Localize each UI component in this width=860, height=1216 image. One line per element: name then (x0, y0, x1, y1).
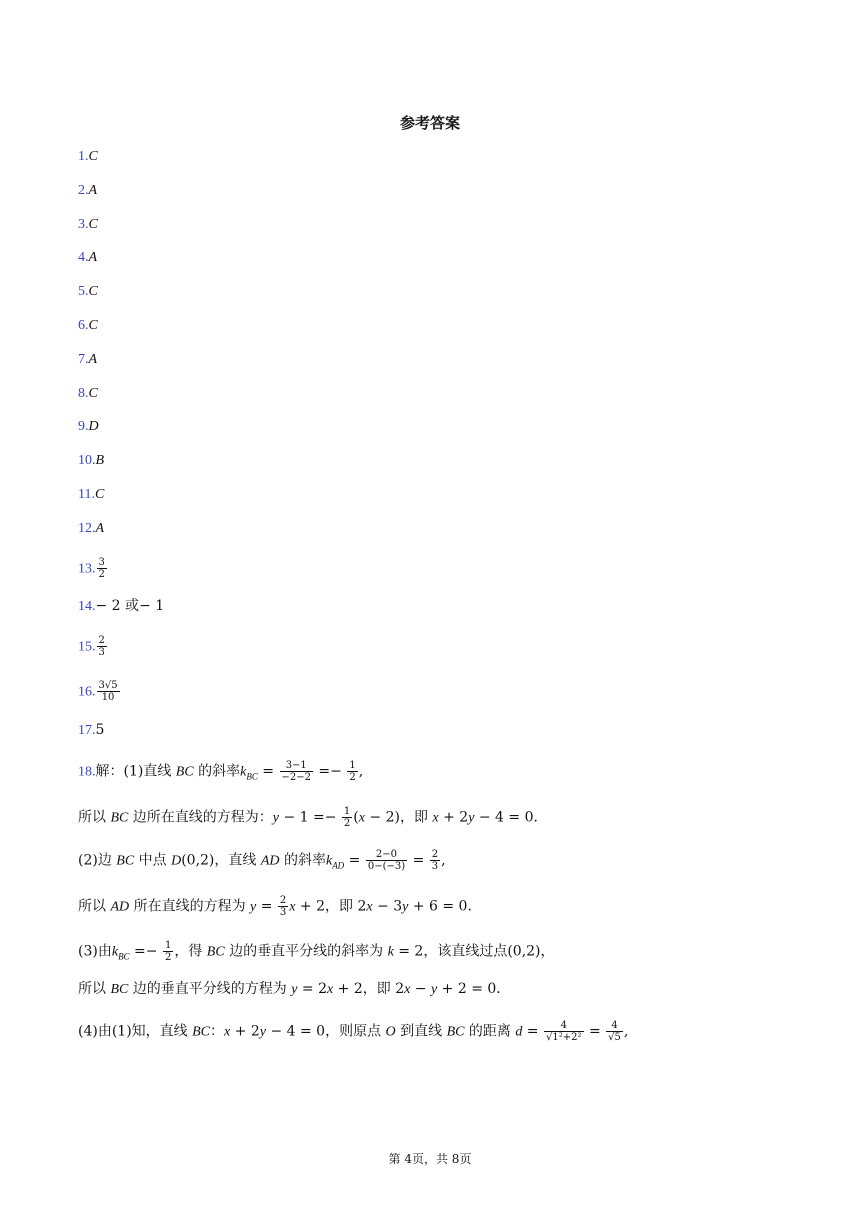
answer-letter: C (88, 216, 98, 232)
text: 所以 (78, 809, 111, 826)
math: O (385, 1024, 396, 1040)
subscript: BC (118, 951, 130, 962)
fraction (163, 940, 173, 963)
text: (0,2)，直线 (181, 852, 261, 869)
numerator: 2 (98, 635, 105, 646)
math: x (366, 899, 373, 915)
numerator: 1 (343, 806, 351, 817)
question-number: 18. (78, 764, 96, 780)
text: , (441, 852, 446, 869)
math: y (431, 982, 438, 997)
answer-letter: C (88, 284, 98, 300)
question-number: 9. (78, 419, 89, 435)
denominator: √1²+2² (546, 1032, 582, 1043)
question-number: 1. (78, 149, 89, 164)
text: = (408, 852, 429, 869)
text: + 2，即 2 (333, 981, 405, 997)
math: d (515, 1024, 523, 1040)
numerator: 3−1 (280, 760, 313, 772)
math: x (404, 982, 411, 997)
numerator: 2 (279, 895, 287, 906)
answer-letter: A (88, 351, 98, 367)
math: y (259, 1024, 266, 1040)
math: x (224, 1024, 231, 1040)
text: + 2 (438, 809, 469, 826)
text: = (584, 1023, 606, 1040)
text: (4)由(1)知，直线 (78, 1023, 193, 1040)
math: y (402, 899, 409, 915)
question-number: 10. (78, 453, 96, 469)
math: BC (116, 853, 135, 869)
math: y (272, 810, 280, 826)
numerator: 2−0 (366, 849, 407, 861)
fraction (430, 849, 440, 872)
text: − 4 = 0． (474, 809, 548, 826)
question-number: 17. (78, 723, 96, 738)
page-footer: 第 4页，共 8页 (388, 1152, 472, 1166)
answer-9 (78, 417, 99, 436)
text: − 2)，即 (364, 809, 433, 826)
question-number: 8. (78, 385, 89, 401)
question-number: 13. (78, 561, 96, 577)
math: BC (110, 810, 129, 826)
question-number: 14. (78, 599, 96, 614)
math: AD (260, 853, 280, 869)
fraction (278, 895, 288, 918)
answer-18-line-4 (78, 895, 481, 918)
math: BC (446, 1024, 465, 1040)
text: , (358, 763, 364, 780)
answer-18-line-3 (78, 849, 446, 874)
fraction (347, 760, 357, 783)
answer-4 (78, 248, 97, 267)
subscript: BC (246, 771, 258, 782)
answer-letter: C (88, 385, 98, 401)
answer-15 (78, 635, 108, 658)
answer-11 (78, 485, 104, 504)
numerator: 1 (349, 760, 356, 771)
text: − 3 (372, 898, 403, 915)
fraction (97, 557, 107, 580)
text: =− (129, 943, 162, 960)
text: − 1 =− (279, 809, 341, 826)
text: 中点 (134, 852, 172, 869)
text: − (410, 981, 431, 997)
answer-text: − 2 或− 1 (95, 598, 165, 614)
math: AD (110, 899, 130, 915)
answer-6 (78, 316, 98, 335)
text: (3)由 (78, 943, 112, 960)
math: x (432, 810, 439, 826)
answer-18-line-1 (78, 760, 363, 785)
text: ，得 (174, 943, 207, 960)
math: BC (110, 982, 129, 997)
numerator: 3 (98, 557, 105, 568)
denominator: 2 (349, 772, 356, 783)
text: 边所在直线的方程为： (128, 809, 273, 826)
fraction (544, 1020, 584, 1043)
text: = 2，该直线过点(0,2)， (393, 943, 555, 960)
denominator: −2−2 (281, 772, 311, 783)
text: + 2，即 2 (295, 898, 367, 915)
text: 所以 (78, 981, 111, 997)
answer-3 (78, 215, 98, 234)
text: = 2 (297, 981, 328, 997)
answer-letter: C (94, 487, 105, 502)
math: k (325, 853, 333, 869)
text: (2)边 (78, 852, 117, 869)
question-number: 2. (78, 182, 89, 198)
text: + 2 (230, 1023, 260, 1040)
answer-18-line-6 (78, 980, 510, 999)
denominator: 2 (343, 818, 351, 829)
question-number: 7. (78, 351, 89, 367)
fraction (366, 849, 407, 872)
answer-letter: C (88, 318, 98, 333)
math: BC (192, 1024, 211, 1040)
denominator: 10 (101, 692, 115, 703)
question-number: 11. (78, 487, 95, 502)
text: = (257, 763, 279, 780)
text: 的斜率 (193, 763, 241, 780)
text: ： (210, 1023, 225, 1040)
math: k (387, 944, 394, 960)
text: 边的垂直平分线的斜率为 (224, 943, 388, 960)
denominator: 3 (98, 647, 105, 658)
answer-letter: C (88, 149, 98, 164)
denominator: 2 (164, 952, 172, 963)
question-number: 3. (78, 216, 89, 232)
denominator: 0−(−3) (367, 861, 406, 872)
answer-17 (78, 721, 104, 740)
math: k (111, 944, 119, 960)
text: 的距离 (464, 1023, 516, 1040)
answer-16 (78, 680, 121, 703)
question-number: 5. (78, 284, 89, 300)
fraction (97, 680, 120, 703)
text: − 4 = 0，则原点 (266, 1023, 386, 1040)
fraction (342, 806, 352, 829)
answer-12 (78, 519, 104, 538)
numerator: 4 (606, 1020, 623, 1032)
answer-letter: B (95, 453, 105, 469)
answer-2 (78, 181, 97, 200)
text: 的斜率 (279, 852, 326, 869)
answer-5 (78, 282, 98, 301)
math: x (289, 899, 296, 915)
denominator: 2 (98, 569, 105, 580)
text: + 2 = 0． (437, 981, 511, 997)
math: x (358, 810, 365, 826)
math: y (250, 899, 257, 915)
numerator: 2 (431, 849, 439, 860)
math: y (468, 810, 475, 826)
text: , (623, 1023, 629, 1040)
numerator: 1 (164, 940, 172, 951)
answer-8 (78, 384, 98, 403)
math: BC (206, 944, 225, 960)
answer-letter: A (88, 182, 98, 198)
math: BC (175, 764, 194, 780)
answer-14 (78, 597, 164, 616)
answer-letter: A (95, 520, 105, 536)
math: k (240, 764, 247, 780)
text: 所以 (78, 898, 111, 915)
text: ( (353, 809, 359, 826)
answer-10 (78, 451, 104, 470)
question-number: 12. (78, 520, 96, 536)
text: = (256, 898, 277, 915)
answer-7 (78, 350, 97, 369)
numerator: 4 (544, 1020, 584, 1032)
text: 边的垂直平分线的方程为 (128, 981, 292, 997)
text: = (522, 1023, 543, 1040)
answer-text: 5 (95, 722, 105, 738)
subscript: AD (332, 860, 345, 871)
denominator: √5 (608, 1032, 621, 1043)
text: 所在直线的方程为 (129, 898, 251, 915)
text: + 6 = 0． (408, 898, 482, 915)
text: = (344, 852, 365, 869)
text: =− (313, 763, 347, 780)
numerator: 3√5 (98, 680, 118, 691)
answer-13 (78, 557, 108, 580)
math: y (291, 982, 298, 997)
answer-18-line-2 (78, 806, 548, 829)
question-number: 4. (78, 250, 89, 266)
question-number: 15. (78, 639, 96, 655)
answer-1 (78, 147, 98, 166)
answer-letter: A (88, 250, 98, 266)
page-title: 参考答案 (399, 114, 460, 132)
denominator: 3 (431, 861, 439, 872)
fraction (97, 635, 107, 658)
fraction (280, 760, 313, 783)
denominator: 3 (279, 907, 287, 918)
question-number: 6. (78, 318, 89, 333)
fraction (606, 1020, 623, 1043)
math: D (171, 853, 182, 869)
answer-18-line-5 (78, 940, 555, 965)
question-number: 16. (78, 684, 96, 700)
answer-18-line-7 (78, 1020, 628, 1043)
text: 到直线 (395, 1023, 447, 1040)
text: 解：(1)直线 (95, 763, 176, 780)
answer-letter: D (88, 419, 99, 435)
math: x (327, 982, 334, 997)
